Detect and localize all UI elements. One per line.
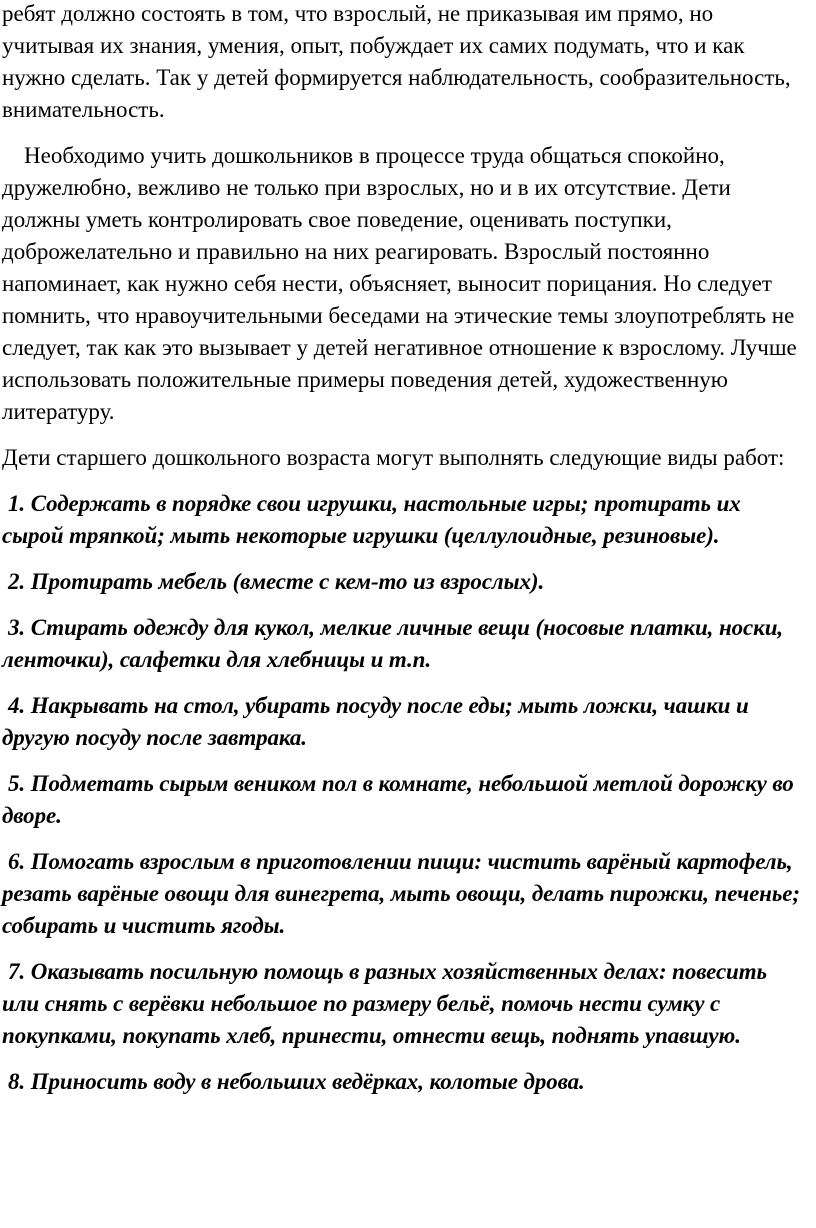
paragraph-communication: Необходимо учить дошкольников в процессе труда общаться спокойно, дружелюбно, вежливо не только при взрослых, но и в их отсутствие. Дети должны уметь контролировать свое поведение, оценивать поступки, доброжелательно и правильно на них реагировать. Взрослый постоянно напоминает, как нужно себя нести, объясняет, выносит порицания. Но следует помнить, что нравоучительными беседами на этические темы злоупотреблять не следует, так как это вызывает у детей негативное отношение к взрослому. Лучше использовать положительные примеры поведения детей, художественную литературу. xyxy=(2,143,797,424)
list-item-number: 3. xyxy=(8,615,26,640)
list-item-6 xyxy=(2,846,806,942)
list-item-text: Протирать мебель (вместе с кем-то из взрослых). xyxy=(30,569,545,594)
list-item-number: 1. xyxy=(8,491,26,516)
paragraph-intro: ребят должно состоять в том, что взрослый, не приказывая им прямо, но учитывая их знания, умения, опыт, побуждает их самих подумать, что и как нужно сделать. Так у детей формируется наблюдательность, сообразительность, внимательность. xyxy=(2,1,791,122)
list-item-text: Содержать в порядке свои игрушки, настольные игры; протирать их сырой тряпкой; мыть некоторые игрушки (целлулоидные, резиновые). xyxy=(2,491,741,548)
list-item-text: Стирать одежду для кукол, мелкие личные вещи (носовые платки, носки, ленточки), салфетки для хлебницы и т.п. xyxy=(2,615,784,672)
list-item-4 xyxy=(2,690,806,754)
list-item-number: 4. xyxy=(8,693,26,718)
list-item-number: 6. xyxy=(8,849,26,874)
list-item-text: Оказывать посильную помощь в разных хозяйственных делах: повесить или снять с верёвки небольшое по размеру бельё, помочь нести сумку с покупками, покупать хлеб, принести, отнести вещь, поднять упавшую. xyxy=(2,959,767,1048)
list-item-3 xyxy=(2,612,806,676)
paragraph-work-types: Дети старшего дошкольного возраста могут выполнять следующие виды работ: xyxy=(2,445,785,470)
list-item-number: 2. xyxy=(8,569,26,594)
list-item-5 xyxy=(2,768,806,832)
list-item-1 xyxy=(2,488,806,552)
list-item-number: 5. xyxy=(8,771,26,796)
list-item-text: Помогать взрослым в приготовлении пищи: чистить варёный картофель, резать варёные овощи для винегрета, мыть овощи, делать пирожки, печенье; собирать и чистить ягоды. xyxy=(2,849,800,938)
list-item-8 xyxy=(2,1066,806,1098)
list-item-text: Накрывать на стол, убирать посуду после еды; мыть ложки, чашки и другую посуду после завтрака. xyxy=(2,693,749,750)
list-item-7 xyxy=(2,956,806,1052)
list-item-2 xyxy=(2,566,806,598)
list-item-text: Приносить воду в небольших ведёрках, колотые дрова. xyxy=(30,1069,585,1094)
list-item-number: 7. xyxy=(8,959,26,984)
list-item-text: Подметать сырым веником пол в комнате, небольшой метлой дорожку во дворе. xyxy=(2,771,794,828)
list-item-number: 8. xyxy=(8,1069,26,1094)
